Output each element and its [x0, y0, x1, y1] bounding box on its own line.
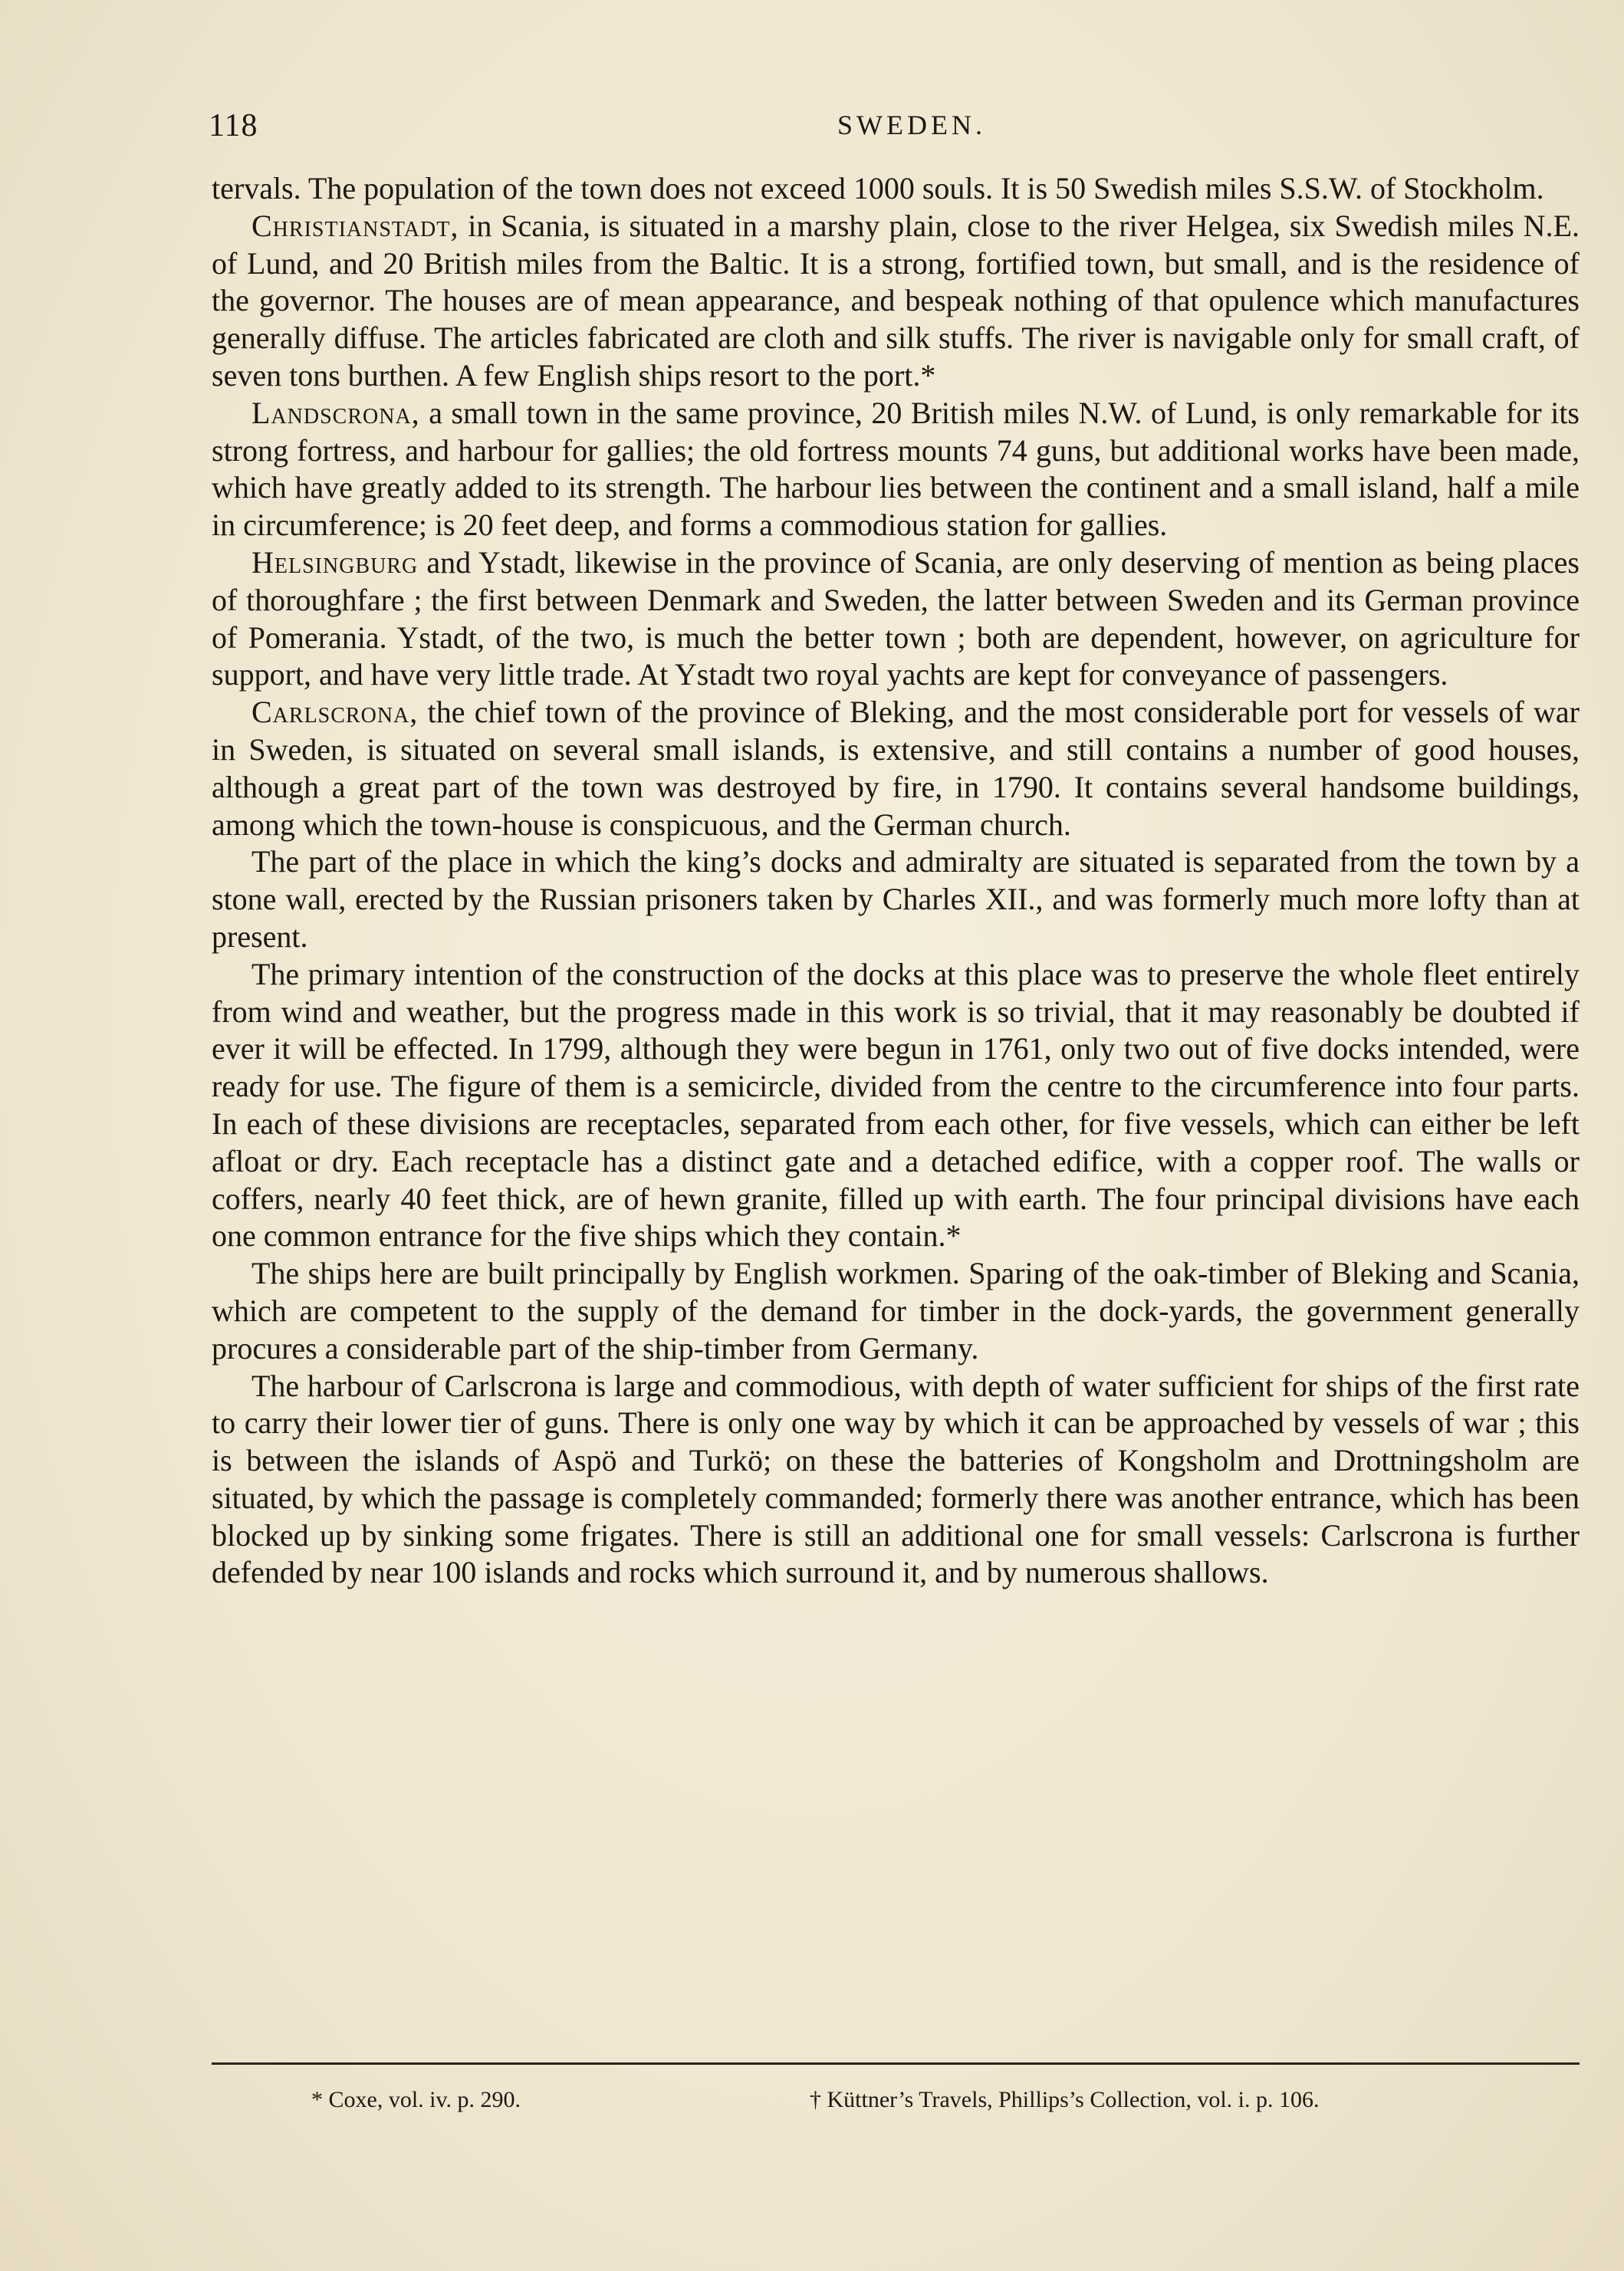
paragraph-text: a small town in the same province, 20 British miles N.W. of Lund, is only remarkable for its strong fortress, and harbour for gallies; the old fortress mounts 74 guns, but additional works have been made, which have greatly added to its strength. The harbour lies between the continent and a small island, half a mile in circumference; is 20 feet deep, and forms a commodious station for gallies. — [212, 395, 1580, 543]
paragraph-text: The harbour of Carlscrona is large and commodious, with depth of water sufficient for ships of the first rate to carry their lower tier of guns. There is only one way by which it can be approached by vessels of war ; this is between the islands of Aspö and Turkö; on these the batteries of Kongsholm and Drottningsholm are situated, by which the passage is completely commanded; formerly there was another entrance, which has been blocked up by sinking some frigates. There is still an additional one for small vessels: Carlscrona is further defended by near 100 islands and rocks which surround it, and by numerous shallows. — [212, 1368, 1580, 1590]
footnote-right: † Küttner’s Travels, Phillips’s Collection, vol. i. p. 106. — [810, 2087, 1320, 2112]
paragraph-text: in Scania, is situated in a marshy plain, close to the river Helgea, six Swedish miles N.E. of Lund, and 20 British miles from the Baltic. It is a strong, fortified town, but small, and is the residence of the governor. The houses are of mean appearance, and bespeak nothing of that opulence which manufactures generally diffuse. The articles fabricated are cloth and silk stuffs. The river is navigable only for small craft, of seven tons burthen. A few English ships resort to the port.* — [212, 208, 1580, 393]
paragraph-lead: Carlscrona, — [251, 695, 419, 730]
paragraph-lead: Helsingburg — [251, 544, 419, 580]
body-text — [212, 170, 1580, 1592]
footnote-left: * Coxe, vol. iv. p. 290. — [311, 2087, 521, 2112]
footnotes — [212, 2087, 1580, 2125]
paragraph-helsingburg — [212, 544, 1580, 694]
paragraph-text: and Ystadt, likewise in the province of Scania, are only deserving of mention as being places of thoroughfare ; the first between Denmark and Sweden, the latter between Sweden and its German province of Pomerania. Ystadt, of the two, is much the better town ; both are dependent, however, on agriculture for support, and have very little trade. At Ystadt two royal yachts are kept for conveyance of passengers. — [212, 544, 1580, 692]
paragraph-docks-location — [212, 843, 1580, 955]
paragraph-carlscrona — [212, 694, 1580, 843]
paragraph-christianstadt — [212, 208, 1580, 395]
paragraph-text: tervals. The population of the town does not exceed 1000 souls. It is 50 Swedish miles S.S.W. of Stockholm. — [212, 171, 1544, 205]
footnote-rule — [212, 2062, 1580, 2065]
paragraph-text: The part of the place in which the king’s docks and admiralty are situated is separated from the town by a stone wall, erected by the Russian prisoners taken by Charles XII., and was formerly much more lofty than at present. — [212, 844, 1580, 954]
running-head: SWEDEN. — [837, 110, 986, 140]
paragraph-shipbuilding — [212, 1255, 1580, 1367]
page-number: 118 — [209, 108, 258, 143]
paragraph-text: the chief town of the province of Bleking, and the most considerable port for vessels of war in Sweden, is situated on several small islands, is extensive, and still contains a number of good houses, although a great part of the town was destroyed by fire, in 1790. It contains several handsome buildings, among which the town-house is conspicuous, and the German church. — [212, 695, 1580, 842]
paragraph-landscrona — [212, 395, 1580, 544]
paragraph-text: The ships here are built principally by English workmen. Sparing of the oak-timber of Bleking and Scania, which are competent to the supply of the demand for timber in the dock-yards, the government generally procures a considerable part of the ship-timber from Germany. — [212, 1256, 1580, 1366]
page-header — [209, 107, 1581, 153]
paragraph-1 — [212, 170, 1580, 208]
paragraph-docks-construction — [212, 956, 1580, 1255]
paragraph-harbour — [212, 1368, 1580, 1592]
paragraph-lead: Landscrona, — [251, 395, 420, 430]
paragraph-lead: Christianstadt, — [251, 208, 459, 243]
paragraph-text: The primary intention of the construction of the docks at this place was to preserve the whole fleet entirely from wind and weather, but the progress made in this work is so trivial, that it may reasonably be doubted if ever it will be effected. In 1799, although they were begun in 1761, only two out of five docks intended, were ready for use. The figure of them is a semicircle, divided from the centre to the circumference into four parts. In each of these divisions are receptacles, separated from each other, for five vessels, which can either be left afloat or dry. Each receptacle has a distinct gate and a detached edifice, with a copper roof. The walls or coffers, nearly 40 feet thick, are of hewn granite, filled up with earth. The four principal divisions have each one common entrance for the five ships which they contain.* — [212, 956, 1580, 1254]
